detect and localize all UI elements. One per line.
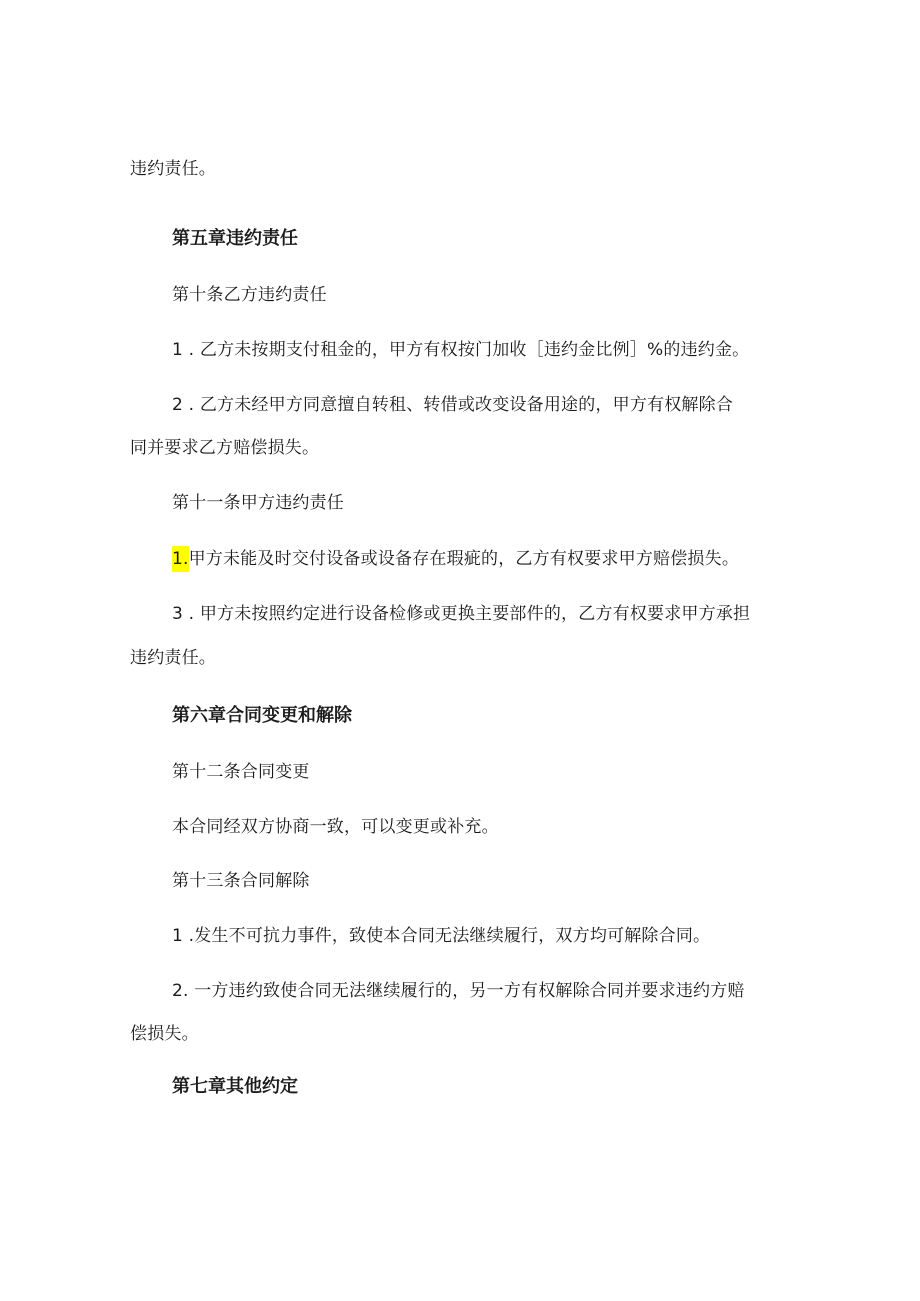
article-10-item-2-line-1: 2 . 乙方未经甲方同意擅自转租、转借或改变设备用途的，甲方有权解除合 [172, 395, 734, 415]
chapter-6-heading: 第六章合同变更和解除 [172, 705, 352, 726]
highlighted-item-number: 1. [172, 546, 189, 572]
article-13-item-1: 1 .发生不可抗力事件，致使本合同无法继续履行，双方均可解除合同。 [172, 926, 711, 946]
article-11-item-1-text: 甲方未能及时交付设备或设备存在瑕疵的，乙方有权要求甲方赔偿损失。 [188, 549, 740, 569]
article-11-item-3-line-1: 3 . 甲方未按照约定进行设备检修或更换主要部件的，乙方有权要求甲方承担 [172, 604, 751, 624]
paragraph-continuation: 违约责任。 [130, 159, 216, 179]
article-11-item-1 [172, 547, 739, 571]
chapter-5-heading: 第五章违约责任 [172, 228, 298, 249]
article-10-title: 第十条乙方违约责任 [172, 285, 327, 305]
chapter-7-heading: 第七章其他约定 [172, 1076, 298, 1097]
article-10-item-1: 1 . 乙方未按期支付租金的，甲方有权按门加收［违约金比例］%的违约金。 [172, 340, 750, 360]
article-13-title: 第十三条合同解除 [172, 871, 310, 891]
article-11-item-3-line-2: 违约责任。 [130, 648, 216, 668]
article-11-title: 第十一条甲方违约责任 [172, 493, 344, 513]
article-12-text: 本合同经双方协商一致，可以变更或补充。 [172, 817, 499, 837]
article-12-title: 第十二条合同变更 [172, 762, 310, 782]
article-13-item-2-line-2: 偿损失。 [130, 1024, 199, 1044]
article-10-item-2-line-2: 同并要求乙方赔偿损失。 [130, 438, 320, 458]
article-13-item-2-line-1: 2. 一方违约致使合同无法继续履行的，另一方有权解除合同并要求违约方赔 [172, 981, 745, 1001]
